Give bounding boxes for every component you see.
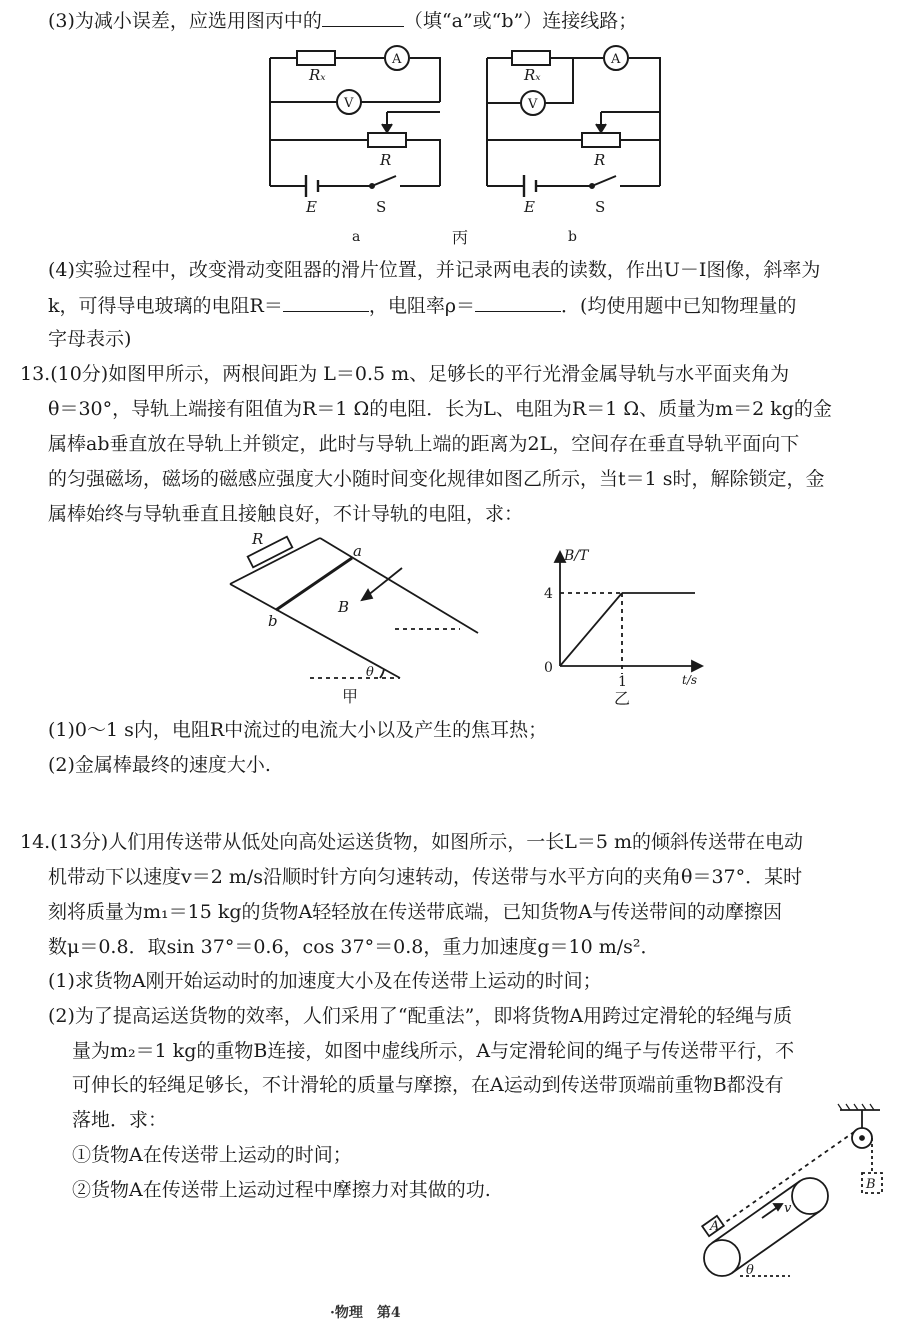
circuit-a-rheostat xyxy=(368,133,406,147)
label-rheostat-a: R xyxy=(380,151,392,169)
q14-line-11: ②货物A在传送带上运动过程中摩擦力对其做的功. xyxy=(72,1179,491,1201)
q14-line-5: (1)求货物A刚开始运动时的加速度大小及在传送带上运动的时间； xyxy=(48,970,602,992)
q13-line-4: 的匀强磁场，磁场的磁感应强度大小随时间变化规律如图乙所示，当t＝1 s时，解除锁定，金 xyxy=(48,468,825,490)
q12-part4-line1: (4)实验过程中，改变滑动变阻器的滑片位置，并记录两电表的读数，作出U－I图像，斜率为 xyxy=(48,259,821,281)
label-velocity: v xyxy=(784,1201,792,1216)
q13-line-3: 属棒ab垂直放在导轨上并锁定，此时与导轨上端的距离为2L，空间存在垂直导轨平面向下 xyxy=(48,433,800,455)
b-line-rising xyxy=(560,593,622,666)
q14-line-9: 落地．求： xyxy=(72,1109,168,1131)
q13-line-5: 属棒始终与导轨垂直且接触良好，不计导轨的电阻，求： xyxy=(48,503,524,525)
answer-blank-resistance[interactable] xyxy=(283,293,369,312)
circuit-a-resistor-rx xyxy=(297,51,335,65)
label-source-b: E xyxy=(524,198,535,216)
circuit-b-rheostat xyxy=(582,133,620,147)
figure-jia-rails xyxy=(220,528,510,708)
q12-part4-line2 xyxy=(48,293,796,318)
q14-line-8: 可伸长的轻绳足够长，不计滑轮的质量与摩擦，在A运动到传送带顶端前重物B都没有 xyxy=(72,1074,784,1096)
circuit-a-battery xyxy=(306,175,318,197)
conveyor-belt-figure xyxy=(690,1098,890,1298)
label-weight-b: B xyxy=(866,1177,876,1192)
q14-line-4: 数μ＝0.8．取sin 37°＝0.6，cos 37°＝0.8，重力加速度g＝10 m/s²． xyxy=(48,936,660,958)
q14-line-10: ①货物A在传送带上运动的时间； xyxy=(72,1144,352,1166)
q14-line-7: 量为m₂＝1 kg的重物B连接，如图中虚线所示，A与定滑轮间的绳子与传送带平行，不 xyxy=(72,1040,795,1062)
caption-b: b xyxy=(568,229,577,245)
page-footer: ·物理 第4 xyxy=(330,1305,401,1321)
q13-line-1: 13.(10分)如图甲所示，两根间距为 L＝0.5 m、足够长的平行光滑金属导轨与水平面夹角为 xyxy=(20,363,790,385)
q14-line-3: 刻将质量为m₁＝15 kg的货物A轻轻放在传送带底端，已知货物A与传送带间的动摩擦因 xyxy=(48,901,782,923)
label-ammeter-a: A xyxy=(392,52,402,67)
label-voltmeter-a: V xyxy=(344,96,354,111)
label-ammeter-b: A xyxy=(611,52,621,67)
label-rheostat-b: R xyxy=(594,151,606,169)
circuit-diagrams xyxy=(0,0,900,245)
caption-a: a xyxy=(352,229,361,245)
circuit-a-switch xyxy=(372,176,396,186)
circuit-b-battery xyxy=(524,175,536,197)
circuit-b-resistor-rx xyxy=(512,51,550,65)
q14-line-6: (2)为了提高运送货物的效率，人们采用了“配重法”，即将货物A用跨过定滑轮的轻绳与质 xyxy=(48,1005,793,1027)
caption-jia: 甲 xyxy=(342,687,359,706)
figure-yi-graph xyxy=(530,546,730,706)
q12-part3-pre: (3)为减小误差，应选用图丙中的 xyxy=(48,10,322,32)
label-a: a xyxy=(353,542,362,560)
q12-part4-line2-post: ．(均使用题中已知物理量的 xyxy=(561,295,797,317)
label-switch-b: S xyxy=(595,198,606,216)
label-b: b xyxy=(268,612,278,630)
label-b-field: B xyxy=(338,598,350,616)
origin-label: 0 xyxy=(544,660,553,676)
q13-line-2: θ＝30°，导轨上端接有阻值为R＝1 Ω的电阻．长为L、电阻为R＝1 Ω、质量为m＝2 kg的金 xyxy=(48,398,832,420)
answer-blank-resistivity[interactable] xyxy=(475,293,561,312)
q13-question-1: (1)0～1 s内，电阻R中流过的电流大小以及产生的焦耳热； xyxy=(48,719,548,741)
q14-line-1: 14.(13分)人们用传送带从低处向高处运送货物，如图所示，一长L＝5 m的倾斜传送带在电动 xyxy=(20,831,803,853)
q14-line-2: 机带动下以速度v＝2 m/s沿顺时针方向匀速转动，传送带与水平方向的夹角θ＝37°．某时 xyxy=(48,866,803,888)
q12-part3-post: （填“a”或“b”）连接线路； xyxy=(403,10,638,32)
label-source-a: E xyxy=(306,198,317,216)
label-theta-jia: θ xyxy=(366,665,374,680)
caption-yi: 乙 xyxy=(614,689,631,708)
y-axis-label: B/T xyxy=(564,548,589,564)
q12-part4-line2-mid: ，电阻率ρ＝ xyxy=(368,295,475,317)
q12-part4-line2-pre: k，可得导电玻璃的电阻R＝ xyxy=(48,295,283,317)
circuit-b-switch xyxy=(592,176,616,186)
label-rx-b: Rₓ xyxy=(524,66,541,84)
x-axis-label: t/s xyxy=(682,673,698,687)
label-theta-belt: θ xyxy=(746,1263,754,1278)
figure-bing-caption: 丙 xyxy=(452,228,469,247)
label-switch-a: S xyxy=(376,198,387,216)
label-voltmeter-b: V xyxy=(528,97,538,112)
q13-question-2: (2)金属棒最终的速度大小. xyxy=(48,754,271,776)
label-rx-a: Rₓ xyxy=(309,66,326,84)
label-r-jia: R xyxy=(252,530,264,548)
x-tick-1: 1 xyxy=(618,674,627,690)
y-tick-4: 4 xyxy=(544,586,553,602)
label-cargo-a: A xyxy=(710,1219,720,1234)
q12-part4-line3: 字母表示) xyxy=(48,328,132,350)
